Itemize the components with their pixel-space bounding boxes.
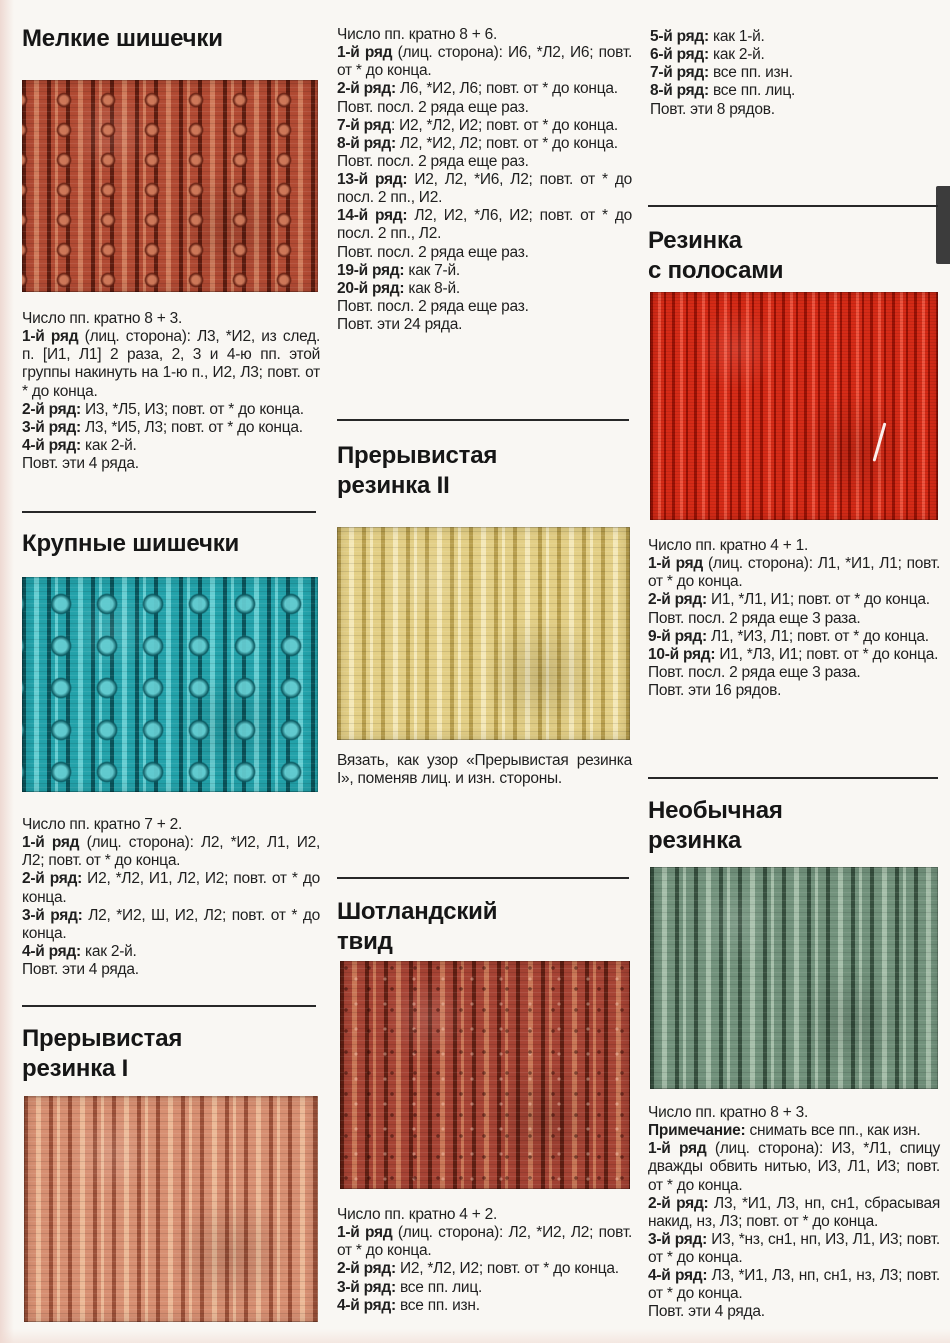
section-divider: [22, 1005, 316, 1007]
section-divider: [337, 877, 629, 879]
instructions-continued-checks-pattern: [337, 26, 632, 334]
section-divider: [648, 777, 938, 779]
title-line: Необычная: [648, 797, 783, 824]
instructions-large-bobbles: [22, 816, 320, 979]
instruction-paragraph: 4-й ряд: как 2-й.: [22, 436, 137, 454]
section-title-interrupted-rib-2: [337, 441, 632, 501]
instruction-paragraph: 1-й ряд (лиц. сторона): Л2, *И2, Л1, И2, Л2; повт. от * до конца.: [22, 834, 321, 870]
section-title-unusual-rib: [648, 796, 938, 856]
photo-scottish-tweed-swatch: [340, 961, 630, 1189]
photo-interrupted-rib-2-swatch: [337, 527, 630, 740]
section-title-small-bobbles: [22, 24, 318, 54]
instruction-paragraph: Число пп. кратно 8 + 6.: [337, 26, 498, 43]
instruction-paragraph: Повт. эти 4 ряда.: [22, 455, 139, 472]
photo-striped-rib-swatch: [650, 292, 938, 520]
instruction-paragraph: Повт. посл. 2 ряда еще 3 раза.: [648, 663, 861, 681]
section-title-large-bobbles: [22, 529, 318, 559]
instruction-paragraph: 1-й ряд (лиц. сторона): Л1, *И1, Л1; повт. от * до конца.: [648, 555, 940, 591]
instructions-striped-rib: [648, 537, 940, 700]
section-divider: [22, 511, 316, 513]
instruction-paragraph: Повт. эти 16 рядов.: [648, 682, 782, 699]
scan-edge-tint-bottom: [0, 1329, 950, 1343]
instruction-paragraph: Число пп. кратно 7 + 2.: [22, 816, 183, 833]
instruction-paragraph: 2-й ряд: И2, *Л2, И1, Л2, И2; повт. от * до конца.: [22, 870, 320, 906]
instructions-unusual-rib: [648, 1104, 940, 1322]
section-title-scottish-tweed: [337, 897, 632, 957]
instruction-paragraph: Повт. посл. 2 ряда еще раз.: [337, 243, 529, 261]
instructions-continued-rows-5-8: [650, 28, 938, 119]
instruction-paragraph: 3-й ряд: Л3, *И5, Л3; повт. от * до конца.: [22, 418, 303, 436]
instruction-paragraph: Повт. посл. 2 ряда еще раз.: [337, 98, 529, 116]
title-line: Крупные шишечки: [22, 530, 240, 557]
instruction-paragraph: 3-й ряд: И3, *нз, сн1, нп, И3, Л1, И3; повт. от * до конца.: [648, 1230, 940, 1266]
instruction-paragraph: 14-й ряд: Л2, И2, *Л6, И2; повт. от * до посл. 2 пп., Л2.: [337, 207, 632, 243]
photo-interrupted-rib-1-swatch: [24, 1096, 318, 1322]
instruction-paragraph: 4-й ряд: Л3, *И1, Л3, нп, сн1, нз, Л3; повт. от * до конца.: [648, 1267, 940, 1303]
photo-large-bobbles-swatch: [22, 577, 318, 792]
instruction-paragraph: Примечание: снимать все пп., как изн.: [648, 1122, 921, 1140]
instruction-paragraph: 1-й ряд (лиц. сторона): Л3, *И2, из след. п. [И1, Л1] 2 раза, 2, 3 и 4-ю пп. этой группы накинуть на 1-ю п., И2, Л3; повт. от * до конца.: [22, 328, 320, 400]
title-line: Шотландский: [337, 898, 498, 925]
instruction-paragraph: 1-й ряд (лиц. сторона): И3, *Л1, спицу дважды обвить нитью, И3, Л1, И3; повт. от * до конца.: [648, 1140, 940, 1194]
instruction-paragraph: 3-й ряд: Л2, *И2, Ш, И2, Л2; повт. от * до конца.: [22, 906, 320, 942]
instruction-paragraph: 2-й ряд: Л6, *И2, Л6; повт. от * до конца.: [337, 80, 618, 98]
scan-artifact-bar: [936, 186, 950, 264]
instruction-paragraph: 2-й ряд: И2, *Л2, И2; повт. от * до конца.: [337, 1260, 619, 1278]
title-line: Резинка: [648, 227, 742, 254]
instruction-paragraph: 3-й ряд: все пп. лиц.: [337, 1278, 483, 1296]
instruction-paragraph: 4-й ряд: все пп. изн.: [337, 1296, 480, 1314]
instruction-paragraph: 6-й ряд: как 2-й.: [650, 46, 765, 64]
instruction-paragraph: 13-й ряд: И2, Л2, *И6, Л2; повт. от * до посл. 2 пп., И2.: [337, 171, 632, 207]
instruction-paragraph: 2-й ряд: Л3, *И1, Л3, нп, сн1, сбрасывая накид, нз, Л3; повт. от * до конца.: [648, 1194, 940, 1230]
instruction-paragraph: Повт. посл. 2 ряда еще раз.: [337, 297, 529, 315]
section-divider: [648, 205, 938, 207]
title-line: Прерывистая: [337, 442, 498, 469]
caption-interrupted-rib-2: [337, 752, 632, 788]
instruction-paragraph: 9-й ряд: Л1, *И3, Л1; повт. от * до конца.: [648, 627, 929, 645]
instruction-paragraph: Вязать, как узор «Прерывистая резинка I», поменяв лиц. и изн. стороны.: [337, 752, 632, 788]
title-line: резинка I: [22, 1055, 129, 1083]
instruction-paragraph: 7-й ряд: все пп. изн.: [650, 64, 793, 82]
instruction-paragraph: 7-й ряд: И2, *Л2, И2; повт. от * до конца.: [337, 116, 618, 134]
instruction-paragraph: Число пп. кратно 4 + 2.: [337, 1206, 498, 1223]
stray-thread-mark: [873, 422, 886, 461]
instruction-paragraph: 1-й ряд (лиц. сторона): И6, *Л2, И6; повт. от * до конца.: [337, 44, 633, 80]
instruction-paragraph: 1-й ряд (лиц. сторона): Л2, *И2, Л2; повт. от * до конца.: [337, 1224, 633, 1260]
instruction-paragraph: 8-й ряд: Л2, *И2, Л2; повт. от * до конца.: [337, 134, 618, 152]
section-title-interrupted-rib-1: [22, 1024, 318, 1084]
instruction-paragraph: 19-й ряд: как 7-й.: [337, 261, 460, 279]
instruction-paragraph: 5-й ряд: как 1-й.: [650, 28, 765, 45]
section-title-striped-rib: [648, 226, 938, 286]
instruction-paragraph: Повт. эти 8 рядов.: [650, 100, 775, 118]
title-line: Прерывистая: [22, 1025, 183, 1052]
instruction-paragraph: 4-й ряд: как 2-й.: [22, 942, 137, 960]
instruction-paragraph: Повт. эти 24 ряда.: [337, 316, 463, 333]
photo-small-bobbles-swatch: [22, 80, 318, 292]
title-line: твид: [337, 928, 393, 956]
title-line: резинка: [648, 827, 742, 855]
instructions-scottish-tweed: [337, 1206, 632, 1315]
section-divider: [337, 419, 629, 421]
title-line: Мелкие шишечки: [22, 25, 223, 52]
instruction-paragraph: Повт. посл. 2 ряда еще раз.: [337, 152, 529, 170]
instruction-paragraph: Число пп. кратно 8 + 3.: [22, 310, 183, 327]
instruction-paragraph: 2-й ряд: И3, *Л5, И3; повт. от * до конца.: [22, 400, 304, 418]
instruction-paragraph: Повт. эти 4 ряда.: [22, 961, 139, 978]
instruction-paragraph: Число пп. кратно 8 + 3.: [648, 1104, 809, 1121]
instruction-paragraph: 8-й ряд: все пп. лиц.: [650, 82, 796, 100]
instructions-small-bobbles: [22, 310, 320, 473]
title-line: резинка II: [337, 472, 450, 500]
photo-unusual-rib-swatch: [650, 867, 938, 1089]
title-line: с полосами: [648, 257, 784, 285]
instruction-paragraph: 20-й ряд: как 8-й.: [337, 279, 460, 297]
instruction-paragraph: Число пп. кратно 4 + 1.: [648, 537, 809, 554]
scan-edge-tint-left: [0, 0, 14, 1343]
instruction-paragraph: Повт. эти 4 ряда.: [648, 1303, 765, 1321]
instruction-paragraph: Повт. посл. 2 ряда еще 3 раза.: [648, 609, 861, 627]
instruction-paragraph: 10-й ряд: И1, *Л3, И1; повт. от * до конца.: [648, 645, 939, 663]
instruction-paragraph: 2-й ряд: И1, *Л1, И1; повт. от * до конца.: [648, 591, 930, 609]
